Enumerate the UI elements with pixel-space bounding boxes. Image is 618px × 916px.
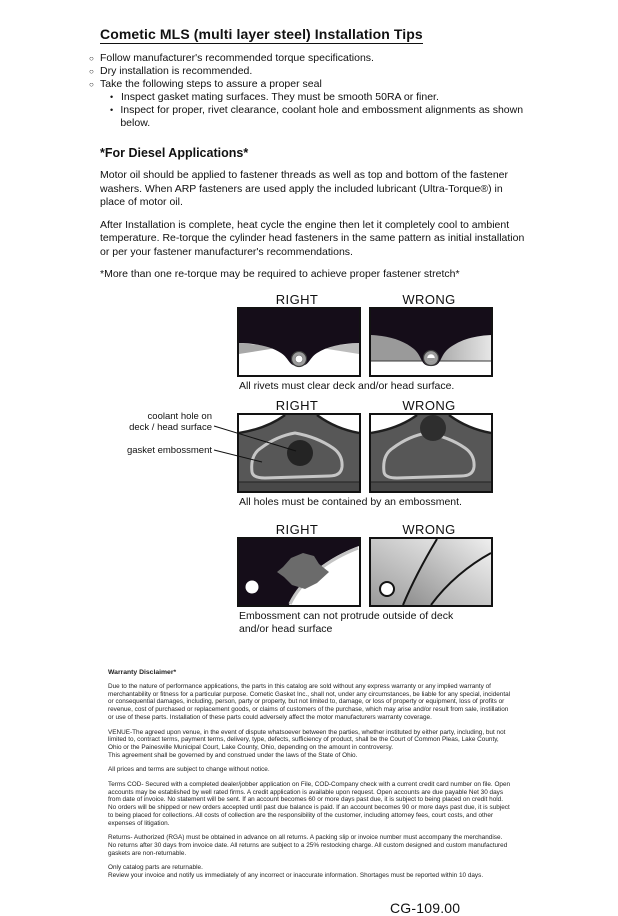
embossment-caption: All holes must be contained by an embossment.: [239, 496, 462, 508]
protrusion-caption: [239, 610, 618, 635]
caption-line: and/or head surface: [239, 622, 333, 635]
list-item-text: Follow manufacturer's recommended torque specifications.: [100, 52, 374, 64]
coolant-hole-annotation: [100, 411, 212, 433]
disclaimer-paragraph: This agreement shall be governed by and construed under the laws of the State of Ohio.: [108, 751, 358, 759]
disclaimer-heading: Warranty Disclaimer*: [108, 669, 177, 676]
dot-bullet-icon: •: [110, 105, 114, 115]
rivet-right-diagram: [237, 307, 361, 377]
disclaimer-paragraph: Terms COD- Secured with a completed dealer/jobber application on File, COD-Company check with a current credit card number on file. Open accounts may be established by well rated firms. A credit application is available upon request. Open accounts are due payable Net 30 days from date of invoice. No statement will be sent. If an account becomes 60 or more days past due, it is subject to being placed on credit hold. No orders will be shipped or new orders accepted until past due balance is paid. If an account becomes 90 or more days past due, it is subject to being placed for collections. All costs of collection are the responsibility of the customer, including attorney fees, court costs, and other expenses of litigation.: [108, 781, 511, 827]
right-label: RIGHT: [275, 398, 319, 413]
list-item-text: Inspect for proper, rivet clearance, coolant hole and embossment alignments as shown below.: [120, 104, 524, 129]
page-title: Cometic MLS (multi layer steel) Installation Tips: [100, 26, 423, 42]
circle-bullet-icon: ○: [89, 80, 94, 89]
circle-bullet-icon: ○: [89, 67, 94, 76]
disclaimer-paragraph: Returns- Authorized (RGA) must be obtained in advance on all returns. A packing slip or invoice number must accompany the merchandise. No returns after 30 days from invoice date. All returns are subject to a 25% restocking charge. All custom designed and custom manufactured gaskets are non-returnable.: [108, 834, 508, 857]
list-item: [110, 91, 530, 104]
wrong-label: WRONG: [402, 522, 456, 537]
document-number: CG-109.00: [390, 899, 461, 916]
wrong-label: WRONG: [402, 291, 456, 307]
gasket-embossment-annotation: gasket embossment: [126, 445, 212, 456]
diesel-paragraph-1: Motor oil should be applied to fastener threads as well as top and bottom of the fastener washers. When ARP fasteners are used apply the included lubricant (Ultra-Torque®) in place of motor oil.: [100, 169, 508, 208]
right-label: RIGHT: [275, 291, 319, 307]
rivet-caption: All rivets must clear deck and/or head surface.: [239, 379, 455, 392]
list-item-text: Dry installation is recommended.: [100, 65, 253, 77]
diesel-section-heading: *For Diesel Applications*: [100, 146, 249, 160]
disclaimer-paragraph: Review your invoice and notify us immediately of any incorrect or inaccurate information. Shortages must be reported within 10 days.: [108, 872, 484, 880]
diagram-row-protrusion: [0, 522, 618, 635]
disclaimer-paragraph: VENUE-The agreed upon venue, in the event of dispute whatsoever between the parties, whether instituted by either party, including, but not limited to, contract terms, payment terms, delivery, type, defects, sufficiency of product, shall be the Court of Common Pleas, Lake County, Ohio or the Painesville Municipal Court, Lake County, Ohio, depending on the amount in controversy.: [108, 728, 506, 751]
wrong-label: WRONG: [402, 398, 456, 413]
list-item-text: Take the following steps to assure a proper seal: [100, 78, 322, 90]
circle-bullet-icon: ○: [89, 54, 94, 63]
right-label: RIGHT: [275, 522, 319, 537]
retorque-note: *More than one re-torque may be required to achieve proper fastener stretch*: [100, 268, 460, 280]
annotation-text: deck / head surface: [129, 422, 212, 433]
diesel-paragraph-2: After Installation is complete, heat cycle the engine then let it completely cool to ambient temperature. Re-torque the cylinder head fasteners in the same pattern as initial installation or per your fastener manufacturer's recommendations.: [100, 218, 525, 258]
list-item-text: Inspect gasket mating surfaces. They must be smooth 50RA or finer.: [121, 91, 439, 103]
warranty-disclaimer: [108, 669, 512, 880]
rivet-wrong-diagram: [369, 307, 493, 377]
list-item: [89, 78, 530, 91]
protrusion-right-diagram: [237, 537, 361, 607]
disclaimer-paragraph: Only catalog parts are returnable.: [108, 864, 203, 872]
embossment-wrong-diagram: [369, 413, 493, 493]
diagram-row-embossment: [0, 398, 618, 516]
tips-list: [89, 52, 530, 130]
annotation-text: coolant hole on: [147, 411, 212, 422]
list-item: [89, 65, 530, 78]
diagram-section: [0, 292, 618, 636]
disclaimer-paragraph: All prices and terms are subject to change without notice.: [108, 766, 270, 774]
dot-bullet-icon: •: [110, 92, 114, 102]
protrusion-wrong-diagram: [369, 537, 493, 607]
list-item: [110, 104, 530, 130]
disclaimer-paragraph: Due to the nature of performance applications, the parts in this catalog are sold without any express warranty or any implied warranty of merchantability or fitness for a particular purpose. Cometic Gasket Inc., shall not, under any circumstances, be liable for any special, incidental or consequential damages, including, person, party or property, but not limited to, damage, or loss of property or equipment, loss of profits or revenue, cost of purchased or replacement goods, or claims of customers of the purchase, which may arise and/or result from sale, instillation or use of these parts. Installation of these parts could adversely affect the motor manufacturers warranty coverage.: [108, 683, 511, 721]
caption-line: Embossment can not protrude outside of deck: [239, 610, 454, 622]
embossment-right-diagram: [237, 413, 361, 493]
diagram-row-rivets: [0, 292, 618, 393]
list-item: [89, 52, 530, 65]
